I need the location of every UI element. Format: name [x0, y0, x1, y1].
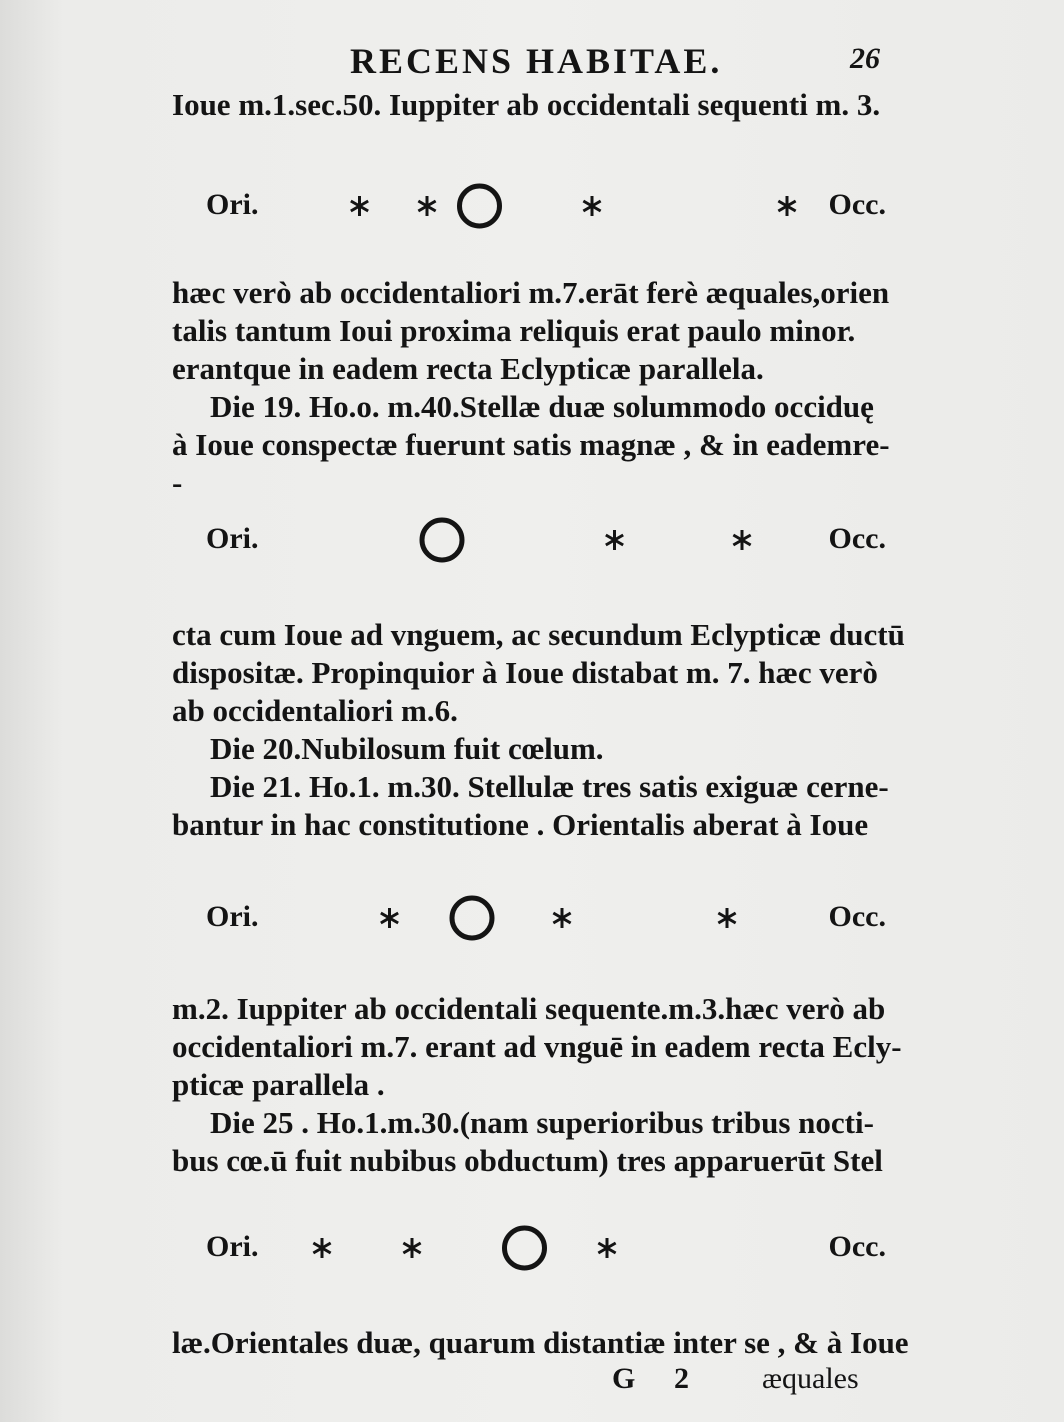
text-line: dispositæ. Propinquior à Ioue distabat m. 7. hæc verò — [172, 655, 878, 690]
text-line: à Ioue conspectæ fuerunt satis magnæ , & in eademre- — [172, 427, 890, 462]
text-block-5 — [172, 1324, 922, 1362]
jupiter-mark — [460, 186, 500, 226]
text-line: talis tantum Ioui proxima reliquis erat paulo minor. — [172, 313, 856, 348]
catchline — [612, 1362, 912, 1402]
star-mark — [718, 908, 735, 928]
east-label: Ori. — [206, 522, 259, 555]
jupiter-observation-diagram — [172, 506, 922, 576]
text-line: cta cum Ioue ad vnguem, ac secundum Eclypticæ ductū — [172, 617, 905, 652]
star-mark — [381, 908, 398, 928]
star-mark — [778, 196, 795, 216]
text-line: Ioue m.1.sec.50. Iuppiter ab occidentali sequenti m. 3. — [172, 87, 881, 122]
west-label: Occ. — [828, 188, 886, 221]
star-mark — [351, 196, 368, 216]
star-mark — [733, 530, 750, 550]
text-line: erantque in eadem recta Eclypticæ parallela. — [172, 351, 764, 386]
star-mark — [313, 1238, 330, 1258]
east-label: Ori. — [206, 1230, 259, 1263]
text-line: læ.Orientales duæ, quarum distantiæ inter se , & à Ioue — [172, 1325, 909, 1360]
catchword: æquales — [762, 1362, 859, 1395]
star-mark — [598, 1238, 615, 1258]
east-label: Ori. — [206, 900, 259, 933]
star-mark — [403, 1238, 420, 1258]
jupiter-observation-diagram — [172, 884, 922, 954]
jupiter-observation-diagram — [172, 1214, 922, 1284]
text-line: Die 21. Ho.1. m.30. Stellulæ tres satis exiguæ cerne- — [210, 769, 889, 804]
observation-marks — [172, 172, 922, 242]
text-block-3 — [172, 616, 922, 844]
text-line: Die 25 . Ho.1.m.30.(nam superioribus tribus nocti- — [210, 1105, 874, 1140]
text-line: hæc verò ab occidentaliori m.7.erāt ferè æquales,orien — [172, 275, 890, 310]
page-number: 26 — [850, 42, 880, 75]
observation-marks — [172, 1214, 922, 1284]
star-mark — [583, 196, 600, 216]
star-mark — [418, 196, 435, 216]
east-label: Ori. — [206, 188, 259, 221]
star-mark — [553, 908, 570, 928]
text-line: m.2. Iuppiter ab occidentali sequente.m.3.hæc verò ab — [172, 991, 886, 1026]
running-title: RECENS HABITAE. — [350, 41, 723, 81]
text-line: bantur in hac constitutione . Orientalis aberat à Ioue — [172, 807, 869, 842]
text-block-2 — [172, 274, 922, 502]
jupiter-mark — [452, 898, 492, 938]
running-header — [350, 40, 910, 86]
west-label: Occ. — [828, 522, 886, 555]
text-line: occidentaliori m.7. erant ad vnguē in eadem recta Ecly- — [172, 1029, 902, 1064]
text-line: Die 20.Nubilosum fuit cœlum. — [210, 731, 604, 766]
signature-mark: G — [612, 1362, 636, 1395]
text-line: pticæ parallela . — [172, 1067, 385, 1102]
star-mark — [606, 530, 623, 550]
text-line: ab occidentaliori m.6. — [172, 693, 458, 728]
jupiter-mark — [422, 520, 462, 560]
text-block-4 — [172, 990, 922, 1180]
jupiter-observation-diagram — [172, 172, 922, 242]
observation-marks — [172, 506, 922, 576]
west-label: Occ. — [828, 1230, 886, 1263]
west-label: Occ. — [828, 900, 886, 933]
text-block-1 — [172, 86, 922, 124]
signature-number: 2 — [674, 1362, 689, 1395]
text-line: Die 19. Ho.o. m.40.Stellæ duæ solummodo occiduę — [210, 389, 874, 424]
text-line: - — [172, 465, 183, 500]
observation-marks — [172, 884, 922, 954]
text-line: bus cœ.ū fuit nubibus obductum) tres apparuerūt Stel — [172, 1143, 883, 1178]
jupiter-mark — [505, 1228, 545, 1268]
